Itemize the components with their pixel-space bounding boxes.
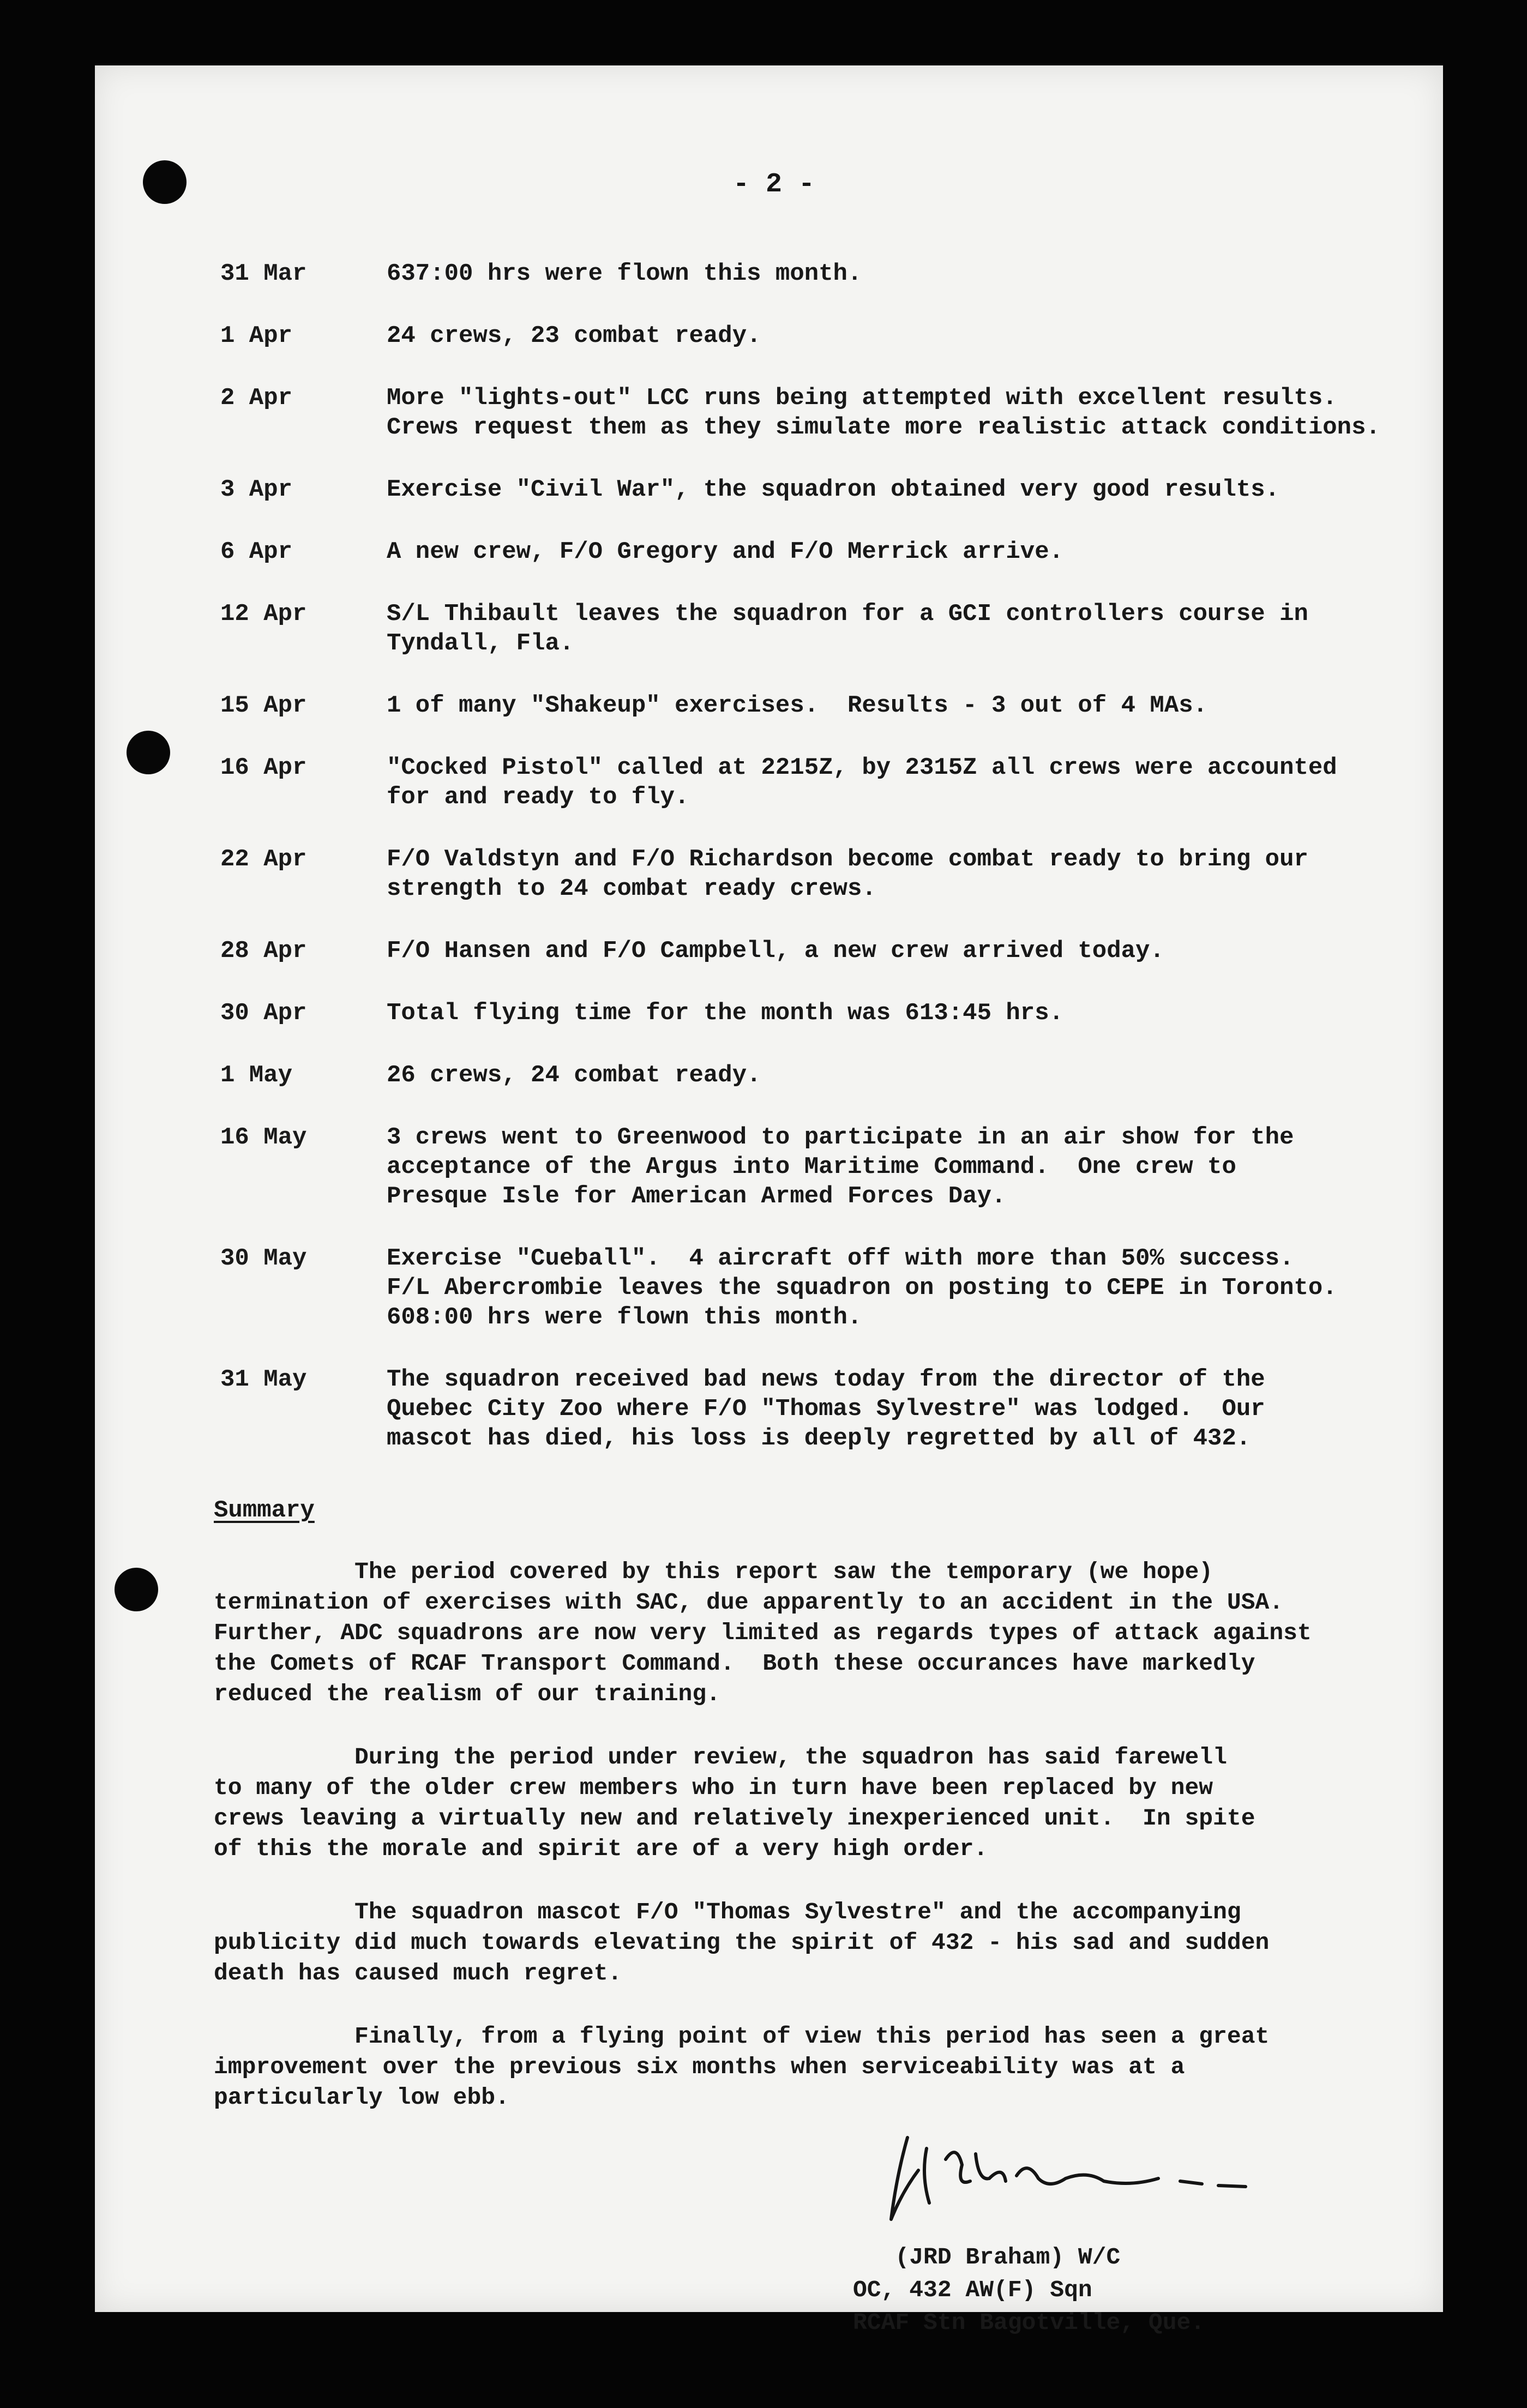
entry-date: 2 Apr [220,384,293,412]
log-entry [220,845,1442,904]
entry-text: F/O Valdstyn and F/O Richardson become combat ready to bring our strength to 24 combat ready crews. [387,846,1308,902]
entry-date: 6 Apr [220,538,293,565]
signatory-unit: OC, 432 AW(F) Sqn [853,2277,1092,2303]
log-entry [220,691,1442,720]
entry-text: 637:00 hrs were flown this month. [387,260,862,287]
log-entry [220,537,1442,567]
entry-date: 1 May [220,1062,293,1089]
log-entry [220,998,1442,1028]
signature-block [853,2241,1205,2339]
punch-hole [127,731,170,774]
log-entry [220,753,1442,812]
punch-hole [115,1568,158,1611]
summary-paragraph: The period covered by this report saw the temporary (we hope) termination of exercises with SAC, due apparently to an accident in the USA. Further, ADC squadrons are now very limited as regards types of attack against the Comets of RCAF Transport Command. Both these occurances have markedly reduced the realism of our training. [214,1558,1312,1707]
log-entry [220,1365,1442,1453]
entry-date: 12 Apr [220,600,307,628]
document-page [95,65,1443,2336]
entry-text: A new crew, F/O Gregory and F/O Merrick arrive. [387,538,1064,565]
log-entries [220,259,1442,1486]
entry-text: Exercise "Civil War", the squadron obtained very good results. [387,476,1280,503]
summary-paragraph: Finally, from a flying point of view this period has seen a great improvement over the previous six months when serviceability was at a particularly low ebb. [214,2023,1270,2111]
log-entry [220,1244,1442,1332]
entry-text: 1 of many "Shakeup" exercises. Results - 3 out of 4 MAs. [387,692,1208,719]
summary-paragraph: During the period under review, the squadron has said farewell to many of the older crew members who in turn have been replaced by new crews leaving a virtually new and relatively inexperienced unit. In spite of this the morale and spirit are of a very high order. [214,1744,1255,1862]
entry-date: 16 May [220,1124,307,1151]
entry-date: 30 Apr [220,1000,307,1027]
summary-heading: Summary [214,1497,315,1524]
entry-text: The squadron received bad news today from the director of the Quebec City Zoo where F/O "Thomas Sylvestre" was lodged. Our mascot has died, his loss is deeply regretted by all of 432. [387,1366,1265,1452]
log-entry [220,1123,1442,1211]
entry-text: 26 crews, 24 combat ready. [387,1062,761,1089]
signatory-station: RCAF Stn Bagotville, Que. [853,2309,1205,2336]
entry-date: 31 Mar [220,260,307,287]
entry-text: Total flying time for the month was 613:45 hrs. [387,1000,1064,1027]
summary-paragraphs [214,1557,1403,2146]
page-number: - 2 - [733,169,815,200]
entry-date: 15 Apr [220,692,307,719]
entry-text: 3 crews went to Greenwood to participate in an air show for the acceptance of the Argus into Maritime Command. One crew to Presque Isle for American Armed Forces Day. [387,1124,1294,1210]
log-entry [220,259,1442,288]
signatory-name: (JRD Braham) W/C [853,2244,1121,2271]
entry-text: F/O Hansen and F/O Campbell, a new crew arrived today. [387,937,1164,965]
handwritten-signature [875,2127,1289,2230]
entry-text: S/L Thibault leaves the squadron for a GCI controllers course in Tyndall, Fla. [387,600,1308,657]
entry-date: 28 Apr [220,937,307,965]
entry-date: 22 Apr [220,846,307,873]
entry-text: Exercise "Cueball". 4 aircraft off with more than 50% success. F/L Abercrombie leaves the squadron on posting to CEPE in Toronto. 608:00 hrs were flown this month. [387,1245,1337,1331]
entry-date: 30 May [220,1245,307,1272]
punch-hole [143,160,187,204]
entry-date: 3 Apr [220,476,293,503]
entry-text: More "lights-out" LCC runs being attempted with excellent results. Crews request them as they simulate more realistic attack conditions. [387,384,1380,441]
entry-date: 16 Apr [220,754,307,781]
log-entry [220,1061,1442,1090]
log-entry [220,321,1442,351]
entry-date: 31 May [220,1366,307,1393]
summary-paragraph: The squadron mascot F/O "Thomas Sylvestre" and the accompanying publicity did much towards elevating the spirit of 432 - his sad and sudden death has caused much regret. [214,1899,1270,1986]
entry-text: 24 crews, 23 combat ready. [387,322,761,350]
log-entry [220,475,1442,504]
entry-date: 1 Apr [220,322,293,350]
entry-text: "Cocked Pistol" called at 2215Z, by 2315Z all crews were accounted for and ready to fly. [387,754,1337,811]
log-entry [220,599,1442,658]
log-entry [220,936,1442,966]
log-entry [220,383,1442,442]
